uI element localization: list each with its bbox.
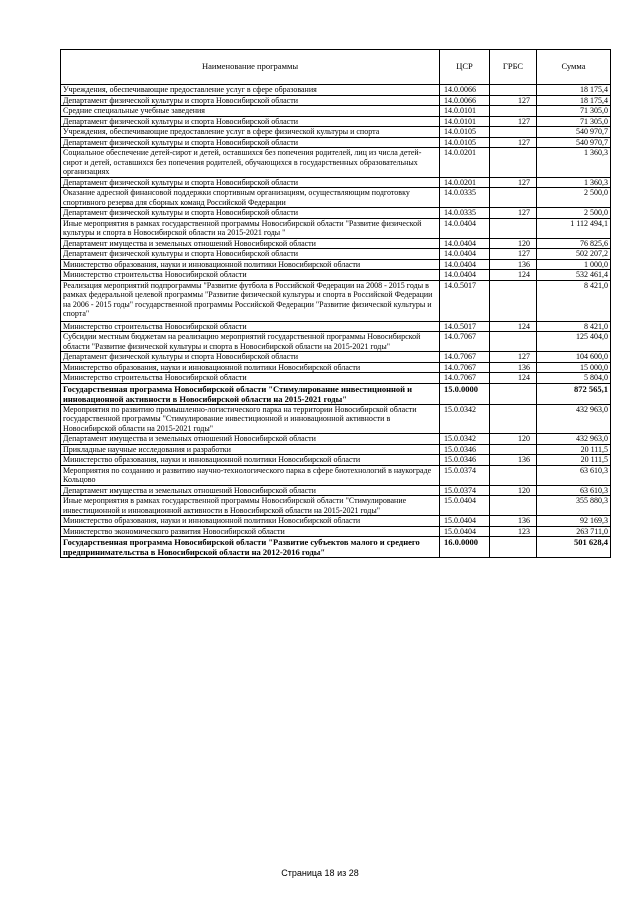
- row-name-cell: Иные мероприятия в рамках государственной программы Новосибирской области "Стимулирование инвестиционной и инновационной активности в Новосибирской области на 2015-2021 годы": [61, 496, 440, 516]
- row-name-cell: Министерство строительства Новосибирской области: [61, 270, 440, 281]
- table-row: [61, 85, 611, 96]
- table-row: [61, 106, 611, 117]
- table-row: [61, 434, 611, 445]
- table-row: [61, 208, 611, 219]
- row-sum-cell: 1 112 494,1: [537, 218, 611, 238]
- row-sum-cell: 104 600,0: [537, 352, 611, 363]
- row-sum-cell: 18 175,4: [537, 95, 611, 106]
- row-sum-cell: 1 360,3: [537, 177, 611, 188]
- table-row: [61, 455, 611, 466]
- row-name-cell: Оказание адресной финансовой поддержки спортивным организациям, осуществляющим подготовку спортивного резерва для сборных команд Российской Федерации: [61, 188, 440, 208]
- row-grbs-cell: 136: [490, 259, 537, 270]
- row-name-cell: Департамент физической культуры и спорта Новосибирской области: [61, 116, 440, 127]
- table-row: [61, 352, 611, 363]
- row-name-cell: Департамент имущества и земельных отношений Новосибирской области: [61, 434, 440, 445]
- row-csr-cell: 14.0.0066: [440, 95, 490, 106]
- row-csr-cell: 14.0.0404: [440, 218, 490, 238]
- row-sum-cell: 92 169,3: [537, 516, 611, 527]
- row-sum-cell: 1 360,3: [537, 148, 611, 178]
- row-sum-cell: 540 970,7: [537, 127, 611, 138]
- table-row: [61, 516, 611, 527]
- row-name-cell: Мероприятия по созданию и развитию научно-технологического парка в сфере биотехнологий в наукограде Кольцово: [61, 465, 440, 485]
- row-sum-cell: 63 610,3: [537, 485, 611, 496]
- row-grbs-cell: [490, 332, 537, 352]
- row-sum-cell: 540 970,7: [537, 137, 611, 148]
- row-grbs-cell: 123: [490, 526, 537, 537]
- row-sum-cell: 18 175,4: [537, 85, 611, 96]
- row-grbs-cell: 136: [490, 516, 537, 527]
- row-name-cell: Министерство строительства Новосибирской области: [61, 373, 440, 384]
- row-csr-cell: 14.0.7067: [440, 362, 490, 373]
- row-sum-cell: 20 111,5: [537, 455, 611, 466]
- row-grbs-cell: 120: [490, 485, 537, 496]
- row-csr-cell: 14.0.0404: [440, 238, 490, 249]
- row-sum-cell: 432 963,0: [537, 404, 611, 434]
- table-row: [61, 270, 611, 281]
- row-name-cell: Иные мероприятия в рамках государственной программы Новосибирской области "Развитие физической культуры и спорта в Новосибирской области на 2015-2021 годы ": [61, 218, 440, 238]
- row-grbs-cell: 127: [490, 249, 537, 260]
- row-name-cell: Министерство экономического развития Новосибирской области: [61, 526, 440, 537]
- row-csr-cell: 14.0.0105: [440, 127, 490, 138]
- header-csr: ЦСР: [440, 50, 490, 85]
- row-grbs-cell: [490, 537, 537, 558]
- row-grbs-cell: [490, 85, 537, 96]
- row-name-cell: Мероприятия по развитию промышленно-логистического парка на территории Новосибирской области государственной программы "Стимулирование инвестиционной и инновационной активности в Новосибирской области на 2015-2021 годы": [61, 404, 440, 434]
- table-row: [61, 444, 611, 455]
- row-sum-cell: 76 825,6: [537, 238, 611, 249]
- table-row: [61, 332, 611, 352]
- table-row: [61, 116, 611, 127]
- row-grbs-cell: [490, 280, 537, 321]
- row-csr-cell: 15.0.0346: [440, 444, 490, 455]
- row-grbs-cell: 127: [490, 352, 537, 363]
- row-name-cell: Департамент физической культуры и спорта Новосибирской области: [61, 137, 440, 148]
- row-name-cell: Государственная программа Новосибирской области "Стимулирование инвестиционной и инновационной активности в Новосибирской области на 2015-2021 годы": [61, 383, 440, 404]
- row-csr-cell: 15.0.0374: [440, 465, 490, 485]
- row-grbs-cell: [490, 127, 537, 138]
- row-sum-cell: 432 963,0: [537, 434, 611, 445]
- table-row: [61, 259, 611, 270]
- row-sum-cell: 263 711,0: [537, 526, 611, 537]
- row-grbs-cell: 120: [490, 238, 537, 249]
- row-sum-cell: 8 421,0: [537, 321, 611, 332]
- row-name-cell: Реализация мероприятий подпрограммы "Развитие футбола в Российской Федерации на 2008 - 2015 годы в рамках федеральной целевой программы "Развитие физической культуры и спорта в Российской Федерации на 2006 - 2015 годы" государственной программы Российской Федерации "Развитие физической культуры и спорта": [61, 280, 440, 321]
- row-grbs-cell: 127: [490, 137, 537, 148]
- row-sum-cell: 71 305,0: [537, 106, 611, 117]
- row-grbs-cell: [490, 188, 537, 208]
- table-row: [61, 148, 611, 178]
- row-csr-cell: 14.0.0404: [440, 270, 490, 281]
- row-sum-cell: 63 610,3: [537, 465, 611, 485]
- row-csr-cell: 14.0.0201: [440, 177, 490, 188]
- header-sum: Сумма: [537, 50, 611, 85]
- row-sum-cell: 1 000,0: [537, 259, 611, 270]
- row-grbs-cell: 127: [490, 116, 537, 127]
- row-csr-cell: 15.0.0342: [440, 404, 490, 434]
- row-csr-cell: 14.0.0404: [440, 259, 490, 270]
- table-row: [61, 280, 611, 321]
- row-csr-cell: 14.0.0335: [440, 188, 490, 208]
- row-name-cell: Департамент имущества и земельных отношений Новосибирской области: [61, 238, 440, 249]
- row-name-cell: Государственная программа Новосибирской области "Развитие субъектов малого и среднего предпринимательства в Новосибирской области на 2012-2016 годы": [61, 537, 440, 558]
- row-csr-cell: 14.0.0404: [440, 249, 490, 260]
- row-grbs-cell: [490, 383, 537, 404]
- row-name-cell: Департамент физической культуры и спорта Новосибирской области: [61, 95, 440, 106]
- row-name-cell: Министерство строительства Новосибирской области: [61, 321, 440, 332]
- row-grbs-cell: [490, 465, 537, 485]
- table-body: [61, 85, 611, 558]
- row-grbs-cell: [490, 496, 537, 516]
- table-header-row: [61, 50, 611, 85]
- row-csr-cell: 15.0.0374: [440, 485, 490, 496]
- row-name-cell: Субсидии местным бюджетам на реализацию мероприятий государственной программы Новосибирской области "Развитие физической культуры и спорта в Новосибирской области на 2015-2021 годы": [61, 332, 440, 352]
- row-csr-cell: 14.0.0066: [440, 85, 490, 96]
- row-csr-cell: 14.0.0201: [440, 148, 490, 178]
- table-row: [61, 373, 611, 384]
- row-grbs-cell: 136: [490, 362, 537, 373]
- row-csr-cell: 15.0.0346: [440, 455, 490, 466]
- table-row: [61, 188, 611, 208]
- row-csr-cell: 14.0.5017: [440, 280, 490, 321]
- row-csr-cell: 14.0.7067: [440, 373, 490, 384]
- row-name-cell: Департамент физической культуры и спорта Новосибирской области: [61, 352, 440, 363]
- row-csr-cell: 15.0.0404: [440, 496, 490, 516]
- header-grbs: ГРБС: [490, 50, 537, 85]
- row-name-cell: Департамент имущества и земельных отношений Новосибирской области: [61, 485, 440, 496]
- table-row: [61, 127, 611, 138]
- row-csr-cell: 14.0.7067: [440, 352, 490, 363]
- row-sum-cell: 2 500,0: [537, 208, 611, 219]
- table-row: [61, 177, 611, 188]
- row-sum-cell: 355 880,3: [537, 496, 611, 516]
- row-name-cell: Министерство образования, науки и инновационной политики Новосибирской области: [61, 516, 440, 527]
- row-sum-cell: 532 461,4: [537, 270, 611, 281]
- row-sum-cell: 502 207,2: [537, 249, 611, 260]
- row-sum-cell: 15 000,0: [537, 362, 611, 373]
- row-name-cell: Средние специальные учебные заведения: [61, 106, 440, 117]
- row-grbs-cell: [490, 404, 537, 434]
- row-name-cell: Учреждения, обеспечивающие предоставление услуг в сфере физической культуры и спорта: [61, 127, 440, 138]
- table-row: [61, 526, 611, 537]
- row-name-cell: Социальное обеспечение детей-сирот и детей, оставшихся без попечения родителей, лиц из числа детей-сирот и детей, оставшихся без попечения родителей, обучающихся в государственных образовательных организациях: [61, 148, 440, 178]
- row-grbs-cell: 124: [490, 373, 537, 384]
- table-row: [61, 238, 611, 249]
- header-name: Наименование программы: [61, 50, 440, 85]
- row-sum-cell: 2 500,0: [537, 188, 611, 208]
- row-grbs-cell: 136: [490, 455, 537, 466]
- row-grbs-cell: [490, 106, 537, 117]
- row-csr-cell: 14.0.0101: [440, 116, 490, 127]
- row-name-cell: Департамент физической культуры и спорта Новосибирской области: [61, 177, 440, 188]
- row-grbs-cell: [490, 218, 537, 238]
- row-sum-cell: 872 565,1: [537, 383, 611, 404]
- budget-table: [60, 49, 611, 558]
- row-sum-cell: 501 628,4: [537, 537, 611, 558]
- row-sum-cell: 20 111,5: [537, 444, 611, 455]
- table-row: [61, 404, 611, 434]
- row-grbs-cell: 127: [490, 95, 537, 106]
- row-csr-cell: 14.0.0335: [440, 208, 490, 219]
- row-csr-cell: 16.0.0000: [440, 537, 490, 558]
- table-row: [61, 321, 611, 332]
- table-row: [61, 496, 611, 516]
- row-sum-cell: 5 804,0: [537, 373, 611, 384]
- row-csr-cell: 15.0.0404: [440, 516, 490, 527]
- row-name-cell: Прикладные научные исследования и разработки: [61, 444, 440, 455]
- row-name-cell: Министерство образования, науки и инновационной политики Новосибирской области: [61, 455, 440, 466]
- row-grbs-cell: [490, 444, 537, 455]
- row-name-cell: Департамент физической культуры и спорта Новосибирской области: [61, 208, 440, 219]
- row-name-cell: Департамент физической культуры и спорта Новосибирской области: [61, 249, 440, 260]
- page-number: Страница 18 из 28: [281, 868, 359, 878]
- row-csr-cell: 15.0.0000: [440, 383, 490, 404]
- row-csr-cell: 14.0.0101: [440, 106, 490, 117]
- table-row: [61, 95, 611, 106]
- row-grbs-cell: [490, 148, 537, 178]
- row-csr-cell: 15.0.0342: [440, 434, 490, 445]
- row-grbs-cell: 124: [490, 321, 537, 332]
- row-csr-cell: 14.0.0105: [440, 137, 490, 148]
- row-grbs-cell: 127: [490, 208, 537, 219]
- table-row: [61, 383, 611, 404]
- row-sum-cell: 125 404,0: [537, 332, 611, 352]
- row-csr-cell: 14.0.5017: [440, 321, 490, 332]
- table-row: [61, 249, 611, 260]
- table-row: [61, 537, 611, 558]
- row-sum-cell: 8 421,0: [537, 280, 611, 321]
- row-csr-cell: 14.0.7067: [440, 332, 490, 352]
- table-row: [61, 137, 611, 148]
- row-grbs-cell: 120: [490, 434, 537, 445]
- row-grbs-cell: 124: [490, 270, 537, 281]
- row-name-cell: Министерство образования, науки и инновационной политики Новосибирской области: [61, 362, 440, 373]
- table-row: [61, 218, 611, 238]
- row-sum-cell: 71 305,0: [537, 116, 611, 127]
- row-name-cell: Учреждения, обеспечивающие предоставление услуг в сфере образования: [61, 85, 440, 96]
- table-row: [61, 485, 611, 496]
- row-csr-cell: 15.0.0404: [440, 526, 490, 537]
- table-row: [61, 362, 611, 373]
- row-grbs-cell: 127: [490, 177, 537, 188]
- row-name-cell: Министерство образования, науки и инновационной политики Новосибирской области: [61, 259, 440, 270]
- table-row: [61, 465, 611, 485]
